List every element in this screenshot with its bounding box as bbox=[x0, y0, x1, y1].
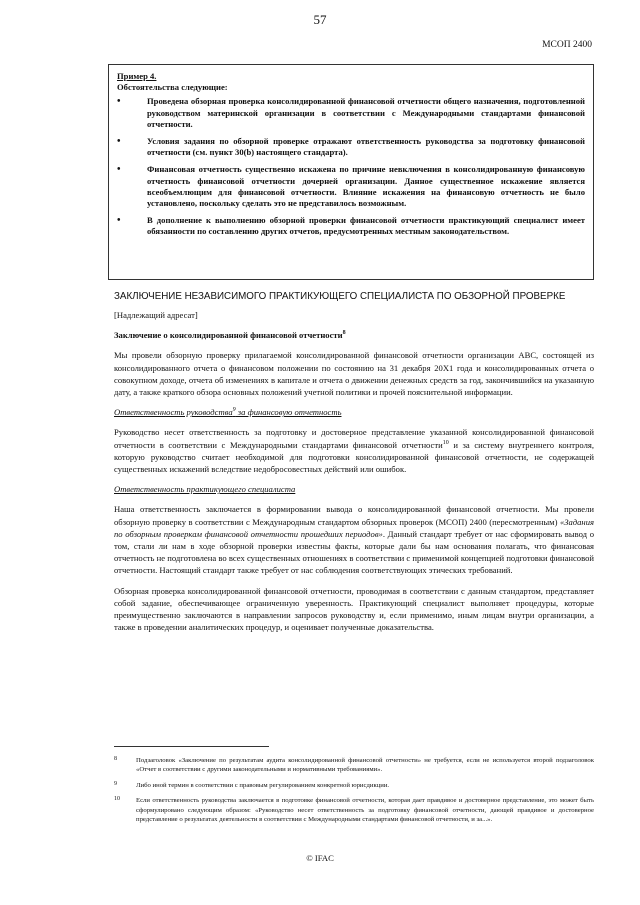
mgmt-para-text-a: Руководство несет ответственность за подготовку и достоверное представление указанной консолидированной финансовой отчетности в соответствии с Международными стандартами финансовой отчетности bbox=[114, 427, 594, 450]
copyright-footer: © IFAC bbox=[306, 853, 334, 863]
footnotes bbox=[114, 756, 594, 830]
footnote bbox=[114, 756, 594, 775]
practitioner-responsibility-heading: Ответственность практикующего специалиста bbox=[114, 484, 296, 495]
footnote-text: Если ответственность руководства заключается в подготовке финансовой отчетности, которая дает правдивое и достоверное представление, это может быть сформулировано следующим образом: «Руководство несет ответственность за подготовку финансовой отчетности, дающей правдивое и достоверное представление о результатах деятельности в соответствии с Международными стандартами финансовой отчетности, и за...». bbox=[136, 797, 594, 824]
footnote-divider bbox=[114, 746, 269, 747]
review-paragraph: Обзорная проверка консолидированной финансовой отчетности, проводимая в соответствии с данным стандартом, представляет собой задание, обеспечивающее ограниченную уверенность. Практикующий специалист выполняет процедуры, которые преимущественно заключаются в направлении запросов руководству и, если применимо, иным лицам внутри организации, а также в проведении аналитических процедур, и оценивает полученные доказательства. bbox=[114, 585, 594, 633]
footnote bbox=[114, 796, 594, 824]
mgmt-para-text-b: и за систему внутреннего контроля, которую руководство считает необходимой для подготовки консолидированной финансовой отчетности, не содержащей существенных искажений вследствие недобросовестных действий или ошибок. bbox=[114, 439, 594, 475]
practitioner-responsibility-paragraph bbox=[114, 503, 594, 576]
example-bullet: • Проведена обзорная проверка консолидированной финансовой отчетности общего назначения, подготовленной руководством материнской организации в соответствии с Международными стандартами финансовой отчетности. bbox=[117, 96, 585, 130]
example-bullet-list bbox=[117, 96, 585, 237]
footnote bbox=[114, 781, 594, 790]
example-circumstances: Обстоятельства следующие: bbox=[117, 82, 228, 93]
footnote-mark: 8 bbox=[114, 756, 117, 762]
example-bullet: • Условия задания по обзорной проверке отражают ответственность руководства за подготовку финансовой отчетности (см. пункт 30(b) настоящего стандарта). bbox=[117, 136, 585, 158]
example-bullet: • В дополнение к выполнению обзорной проверки финансовой отчетности практикующий специалист имеет обязанности по составлению других отчетов, предусмотренных местным законодательством. bbox=[117, 215, 585, 237]
mgmt-responsibility-paragraph bbox=[114, 426, 594, 475]
conclusion-heading-text: Заключение о консолидированной финансовой отчетности bbox=[114, 330, 343, 341]
practitioner-para-text-a: Наша ответственность заключается в формировании вывода о консолидированной финансовой отчетности. Мы провели обзорную проверку в соответствии с Международным стандартом обзорных проверок (МСОП) 2400 (пересмотренным) bbox=[114, 504, 594, 527]
footnote-ref-10: 10 bbox=[442, 439, 449, 446]
footnote-text: Подзаголовок «Заключение по результатам аудита консолидированной финансовой отчетности» не требуется, если не используется второй подзаголовок «Отчет в соответствии с другими законодательными и нормативными требованиями». bbox=[136, 757, 594, 774]
mgmt-heading-text-b: за финансовую отчетность bbox=[235, 407, 342, 418]
example-box bbox=[108, 64, 594, 280]
footnote-text: Либо иной термин в соответствии с правовым регулированием конкретной юрисдикции. bbox=[136, 781, 390, 789]
footnote-ref-8: 8 bbox=[342, 330, 346, 337]
report-heading: ЗАКЛЮЧЕНИЕ НЕЗАВИСИМОГО ПРАКТИКУЮЩЕГО СПЕЦИАЛИСТА ПО ОБЗОРНОЙ ПРОВЕРКЕ bbox=[114, 291, 566, 302]
conclusion-heading bbox=[114, 329, 594, 341]
report-body bbox=[114, 290, 594, 641]
standard-title: «Задания по обзорным проверкам финансовой отчетности прошедших периодов» bbox=[114, 516, 594, 539]
intro-paragraph: Мы провели обзорную проверку прилагаемой консолидированной финансовой отчетности организации ABC, состоящей из консолидированного отчета о финансовом положении по состоянию на 31 декабря 20X1 года и консолидированных отчета о совокупном доходе, отчета об изменениях в капитале и отчета о движении денежных средств за год, закончившийся на указанную дату, а также краткого обзора основных положений учетной политики и прочей пояснительной информации. bbox=[114, 350, 594, 398]
mgmt-responsibility-heading bbox=[114, 406, 594, 418]
footnote-mark: 9 bbox=[114, 780, 117, 787]
practitioner-para-text-b: . Данный стандарт требует от нас сформировать вывод о том, стали ли нам в ходе обзорной проверки известны факты, которые дали бы нам основания полагать, что финансовая отчетность не подготовлена во всех существенных отношениях в соответствии с применимой концепцией подготовки финансовой отчетности. Настоящий стандарт также требует от нас соблюдения соответствующих этических требований. bbox=[114, 528, 595, 576]
example-bullet: • Финансовая отчетность существенно искажена по причине невключения в консолидированную финансовую отчетность финансовой отчетности дочерней организации. Данное существенное искажение является всеобъемлющим для финансовой отчетности. Влияние искажения на финансовую отчетность не было установлено, поскольку сделать это не представилось возможным. bbox=[117, 164, 585, 209]
footnote-ref-9: 9 bbox=[232, 407, 236, 414]
footnote-mark: 10 bbox=[114, 796, 120, 803]
example-title: Пример 4. bbox=[117, 71, 157, 81]
page-number: 57 bbox=[313, 12, 327, 27]
document-code: МСОП 2400 bbox=[542, 40, 592, 50]
mgmt-heading-text-a: Ответственность руководства bbox=[114, 407, 233, 418]
addressee: [Надлежащий адресат] bbox=[114, 310, 198, 320]
